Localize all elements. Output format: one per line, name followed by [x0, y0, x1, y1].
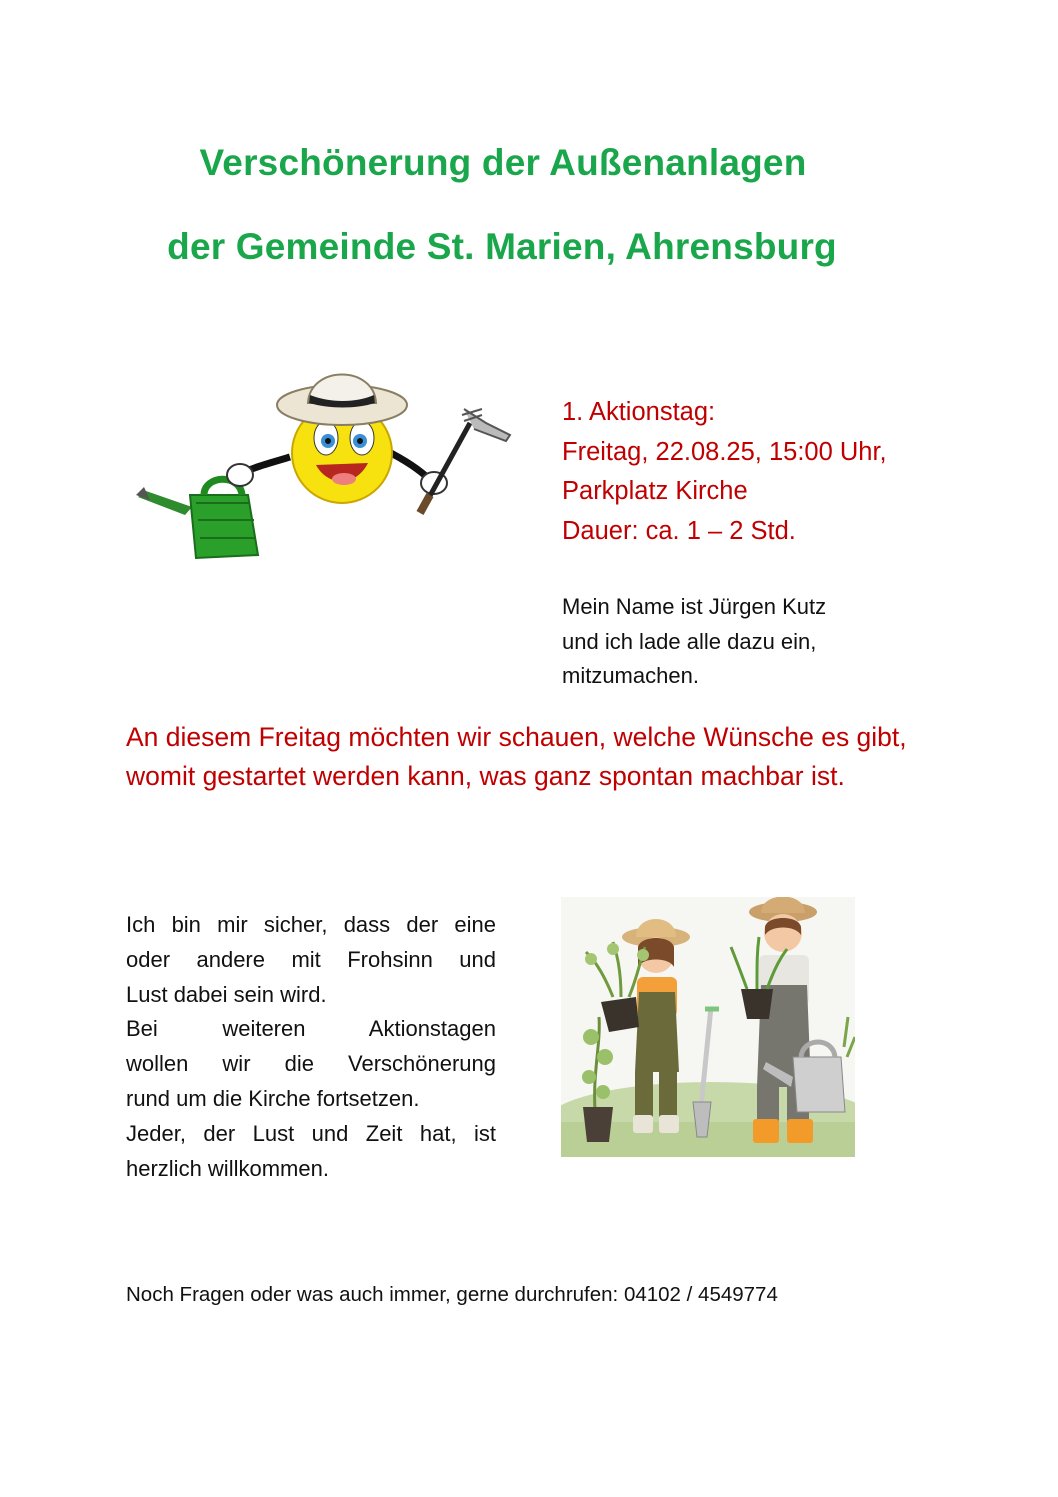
body-line: Lust dabei sein wird. [126, 981, 327, 1007]
body-line: Ich bin mir sicher, dass der eine [126, 912, 496, 937]
intro-line: mitzumachen. [562, 663, 699, 688]
contact-line: Noch Fragen oder was auch immer, gerne durchrufen: 04102 / 4549774 [126, 1283, 778, 1306]
highlight-paragraph: An diesem Freitag möchten wir schauen, welche Wünsche es gibt, womit gestartet werden kann, was ganz spontan machbar ist. [126, 722, 907, 791]
body-line: rund um die Kirche fortsetzen. [126, 1085, 420, 1111]
hat-icon [277, 375, 407, 426]
body-line: oder andere mit Frohsinn und [126, 946, 496, 972]
body-paragraph [126, 908, 496, 1186]
watering-can-icon [136, 479, 258, 558]
body-line: Bei weiteren Aktionstagen [126, 1016, 496, 1042]
intro-line: und ich lade alle dazu ein, [562, 628, 817, 654]
gardener-couple-illustration [561, 897, 855, 1157]
smiley-gardener-illustration [130, 345, 525, 570]
event-location: Parkplatz Kirche [562, 477, 748, 505]
garden-hoe-icon [420, 409, 510, 513]
event-title: 1. Aktionstag: [562, 398, 716, 426]
body-line: herzlich willkommen. [126, 1155, 329, 1181]
event-details [562, 393, 982, 551]
intro-line: Mein Name ist Jürgen Kutz [562, 594, 827, 619]
title-line-2: der Gemeinde St. Marien, Ahrensburg [167, 226, 837, 267]
title-line-1: Verschönerung der Außenanlagen [199, 142, 807, 183]
body-line: wollen wir die Verschönerung [126, 1051, 496, 1077]
body-line: Jeder, der Lust und Zeit hat, ist [126, 1120, 496, 1146]
intro-text [562, 590, 942, 694]
event-duration: Dauer: ca. 1 – 2 Std. [562, 516, 796, 545]
event-date: Freitag, 22.08.25, 15:00 Uhr, [562, 437, 887, 466]
